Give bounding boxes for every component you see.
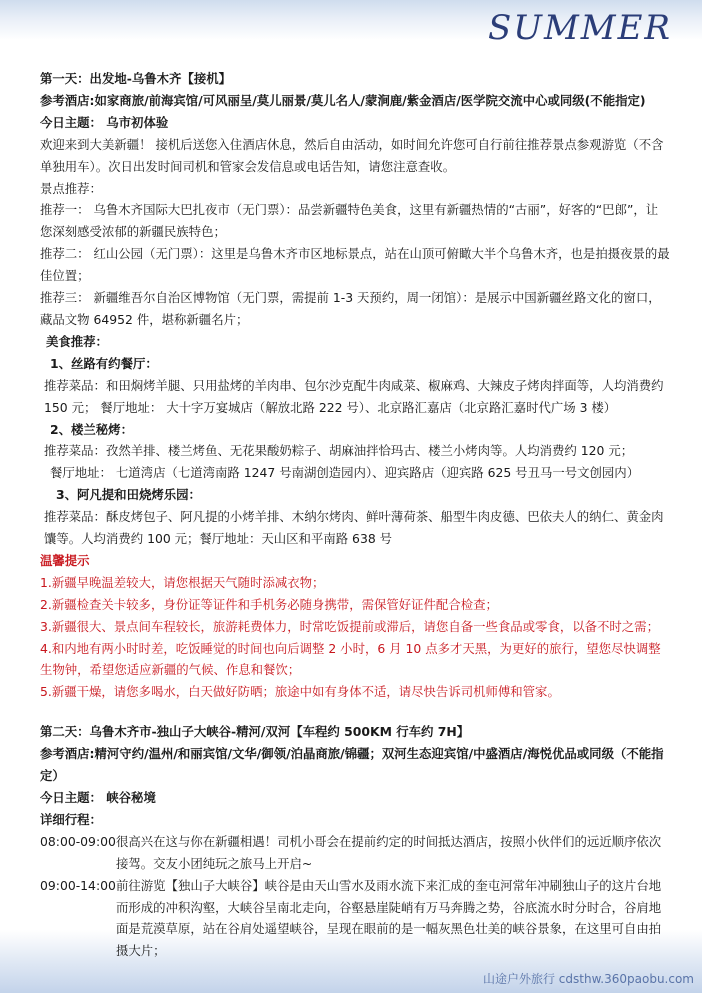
schedule-desc: 很高兴在这与你在新疆相遇！司机小哥会在提前约定的时间抵达酒店，按照小伙伴们的远近顺序依次接驾。交友小团纯玩之旅马上开启~	[116, 833, 662, 871]
schedule-row	[40, 875, 670, 963]
tip-item-5: 5.新疆干燥，请您多喝水，白天做好防晒；旅途中如有身体不适，请尽快告诉司机师傅和管家。	[40, 684, 560, 700]
restaurant-1-title: 1、丝路有约餐厅：	[50, 355, 158, 371]
food-title: 美食推荐：	[46, 333, 108, 349]
day1-theme: 今日主题： 乌市初体验	[40, 114, 169, 130]
spots-title: 景点推荐：	[40, 180, 102, 196]
restaurant-3-desc: 推荐菜品：酥皮烤包子、阿凡提的小烤羊排、木纳尔烤肉、鲜叶薄荷茶、船型牛肉皮德、巴依夫人的纳仁、黄金肉馕等。人均消费约 100 元；餐厅地址：天山区和平南路 638 号	[44, 509, 664, 547]
tip-item-2: 2.新疆检查关卡较多，身份证等证件和手机务必随身携带，需保管好证件配合检查；	[40, 596, 498, 612]
restaurant-2-title: 2、楼兰秘烤：	[50, 421, 133, 437]
day1-intro: 欢迎来到大美新疆！ 接机后送您入住酒店休息，然后自由活动，如时间允许您可自行前往推荐景点参观游览（不含单独用车）。次日出发时间司机和管家会发信息或电话告知，请您注意查收。	[40, 136, 664, 174]
footer-watermark: 山途户外旅行 cdsthw.360paobu.com	[482, 972, 694, 986]
day1-hotel: 参考酒店:如家商旅/前海宾馆/可风丽呈/莫儿丽景/莫儿名人/蒙涧鹿/紫金酒店/医学院交流中心或同级(不能指定)	[40, 92, 646, 108]
itinerary-content	[40, 68, 670, 962]
day2-hotel: 参考酒店:精河守约/温州/和丽宾馆/文华/御领/泊晶商旅/锦疆；双河生态迎宾馆/中盛酒店/海悦优品或同级（不能指定）	[40, 746, 664, 784]
tips-title: 温馨提示	[40, 552, 90, 568]
schedule-time: 08:00-09:00	[40, 833, 116, 849]
summer-logo: SUMMER	[488, 8, 672, 48]
restaurant-2-address: 餐厅地址： 七道湾店（七道湾南路 1247 号南湖创造园内）、迎宾路店（迎宾路 625 号丑马一号文创园内）	[50, 465, 640, 481]
restaurant-2-desc: 推荐菜品：孜然羊排、楼兰烤鱼、无花果酸奶粽子、胡麻油拌恰玛古、楼兰小烤肉等。人均消费约 120 元；	[44, 443, 634, 459]
schedule-row	[40, 831, 670, 875]
restaurant-1-desc: 推荐菜品：和田焖烤羊腿、只用盐烤的羊肉串、包尔沙克配牛肉咸菜、椒麻鸡、大辣皮子烤肉拌面等，人均消费约 150 元； 餐厅地址： 大十字万宴城店（解放北路 222 号）、北京路汇嘉店（北京路汇嘉时代广场 3 楼）	[44, 377, 664, 415]
day2-theme: 今日主题： 峡谷秘境	[40, 790, 156, 805]
spot-item-2: 推荐二： 红山公园（无门票）：这里是乌鲁木齐市区地标景点，站在山顶可俯瞰大半个乌鲁木齐，也是拍摄夜景的最佳位置；	[40, 246, 670, 284]
schedule-desc: 前往游览【独山子大峡谷】峡谷是由天山雪水及雨水流下来汇成的奎屯河常年冲刷独山子的这片台地而形成的冲积沟壑，大峡谷呈南北走向，谷壑悬崖陡峭有万马奔腾之势，谷底流水时分时合，谷肩地面是荒漠草原，站在谷肩处遥望峡谷，呈现在眼前的是一幅灰黑色壮美的峡谷景象，在这里可自由拍摄大片；	[116, 877, 662, 959]
day1-title: 第一天：出发地-乌鲁木齐【接机】	[40, 71, 232, 86]
schedule-time: 09:00-14:00	[40, 877, 116, 893]
restaurant-3-title: 3、阿凡提和田烧烤乐园：	[56, 487, 201, 503]
tip-item-3: 3.新疆很大、景点间车程较长，旅游耗费体力，时常吃饭提前或滞后，请您自备一些食品或零食，以备不时之需；	[40, 618, 659, 634]
day2-title: 第二天：乌鲁木齐市-独山子大峡谷-精河/双河【车程约 500KM 行车约 7H】	[40, 724, 470, 740]
spot-item-1: 推荐一： 乌鲁木齐国际大巴扎夜市（无门票）：品尝新疆特色美食，这里有新疆热情的“古丽”，好客的“巴郎”，让您深刻感受浓郁的新疆民族特色；	[40, 202, 659, 240]
spot-item-3: 推荐三： 新疆维吾尔自治区博物馆（无门票，需提前 1-3 天预约，周一闭馆）：是展示中国新疆丝路文化的窗口，藏品文物 64952 件，堪称新疆名片；	[40, 290, 661, 327]
tip-item-4: 4.和内地有两小时时差，吃饭睡觉的时间也向后调整 2 小时，6 月 10 点多才天黑，为更好的旅行，望您尽快调整生物钟，希望您适应新疆的气候、作息和餐饮；	[40, 640, 661, 678]
tip-item-1: 1.新疆早晚温差较大，请您根据天气随时添减衣物；	[40, 574, 325, 590]
detail-title: 详细行程：	[40, 811, 102, 827]
